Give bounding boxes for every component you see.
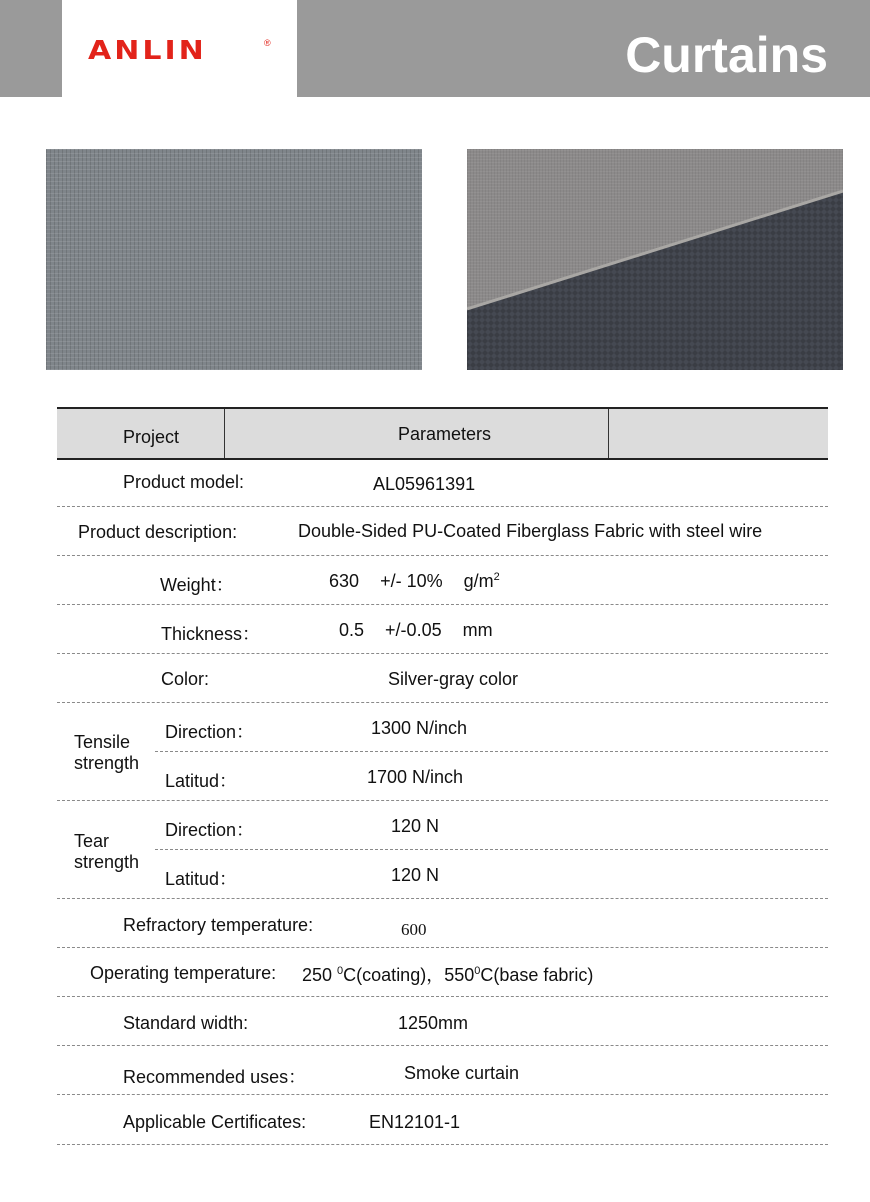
- tensile-group-line1: Tensile: [74, 732, 131, 752]
- header-project: Project: [123, 427, 180, 447]
- thickness-value: [339, 620, 493, 641]
- color-value: Silver-gray color: [388, 669, 519, 689]
- recommended-uses-value: Smoke curtain: [404, 1063, 520, 1083]
- weight-label: Weight：: [160, 575, 234, 595]
- tear-direction-label: Direction：: [165, 820, 255, 840]
- weight-unit-base: g/m: [463, 571, 494, 591]
- row-divider: [57, 506, 828, 507]
- operating-label: Operating temperature:: [90, 963, 277, 983]
- tear-direction-value: 120 N: [391, 816, 440, 836]
- row-divider: [57, 604, 828, 605]
- color-label: Color:: [161, 669, 210, 689]
- logo: [62, 0, 297, 97]
- recommended-uses-label: Recommended uses：: [123, 1067, 307, 1087]
- operating-coating-unit: C(coating): [343, 965, 427, 985]
- refractory-label: Refractory temperature:: [123, 915, 314, 935]
- tear-latitud-label: Latitud：: [165, 869, 238, 889]
- standard-width-label: Standard width:: [123, 1013, 249, 1033]
- row-divider: [57, 996, 828, 997]
- operating-base-temp: 550: [444, 965, 475, 985]
- weight-number: 630: [329, 571, 360, 591]
- operating-value: [302, 961, 593, 987]
- operating-base-unit: C(base fabric): [480, 965, 594, 985]
- tensile-latitud-value: 1700 N/inch: [367, 767, 464, 787]
- tear-group-line2: strength: [74, 852, 140, 872]
- header-divider: [608, 409, 609, 458]
- product-model-value: AL05961391: [373, 474, 476, 494]
- thickness-number: 0.5: [339, 620, 365, 640]
- tear-latitud-value: 120 N: [391, 865, 440, 885]
- row-divider: [57, 1045, 828, 1046]
- operating-base-degree: 0: [474, 965, 481, 977]
- certificates-label: Applicable Certificates:: [123, 1112, 307, 1132]
- certificates-value: EN12101-1: [369, 1112, 461, 1132]
- tensile-group-line2: strength: [74, 753, 140, 773]
- header-parameters: Parameters: [398, 424, 492, 444]
- tensile-direction-value: 1300 N/inch: [371, 718, 468, 738]
- thickness-tolerance: +/-0.05: [385, 620, 442, 640]
- operating-separator: ，: [426, 965, 445, 985]
- product-description-label: Product description:: [78, 522, 238, 542]
- fabric-layers-image: [467, 149, 843, 370]
- operating-coating-temp: 250: [302, 965, 338, 985]
- weight-tolerance: +/- 10%: [380, 571, 443, 591]
- row-divider: [57, 947, 828, 948]
- brand-logo-text: ANLIN: [88, 36, 207, 66]
- header-divider: [224, 409, 225, 458]
- row-divider: [57, 1144, 828, 1145]
- row-divider: [57, 555, 828, 556]
- row-divider: [57, 1094, 828, 1095]
- refractory-value: 600: [401, 920, 427, 939]
- row-divider: [57, 800, 828, 801]
- standard-width-value: 1250mm: [398, 1013, 469, 1033]
- weight-unit: [464, 571, 500, 591]
- row-divider: [57, 898, 828, 899]
- weight-value: [329, 571, 500, 592]
- operating-coating-degree: 0: [337, 965, 344, 977]
- weight-unit-sup: 2: [493, 571, 500, 583]
- page-title: Curtains: [625, 27, 828, 83]
- product-description-value: Double-Sided PU-Coated Fiberglass Fabric with steel wire: [298, 521, 763, 541]
- table-header: [57, 407, 828, 460]
- row-divider: [57, 653, 828, 654]
- thickness-label: Thickness：: [161, 624, 261, 644]
- row-divider: [155, 849, 828, 850]
- fabric-layers-graphic: [467, 149, 843, 370]
- product-model-label: Product model:: [123, 472, 245, 492]
- registered-mark: ®: [264, 38, 271, 48]
- tear-group-line1: Tear: [74, 831, 110, 851]
- row-divider: [57, 702, 828, 703]
- tensile-latitud-label: Latitud：: [165, 771, 238, 791]
- row-divider: [155, 751, 828, 752]
- tensile-direction-label: Direction：: [165, 722, 255, 742]
- fabric-close-up-image: [46, 149, 422, 370]
- thickness-unit: mm: [462, 620, 493, 640]
